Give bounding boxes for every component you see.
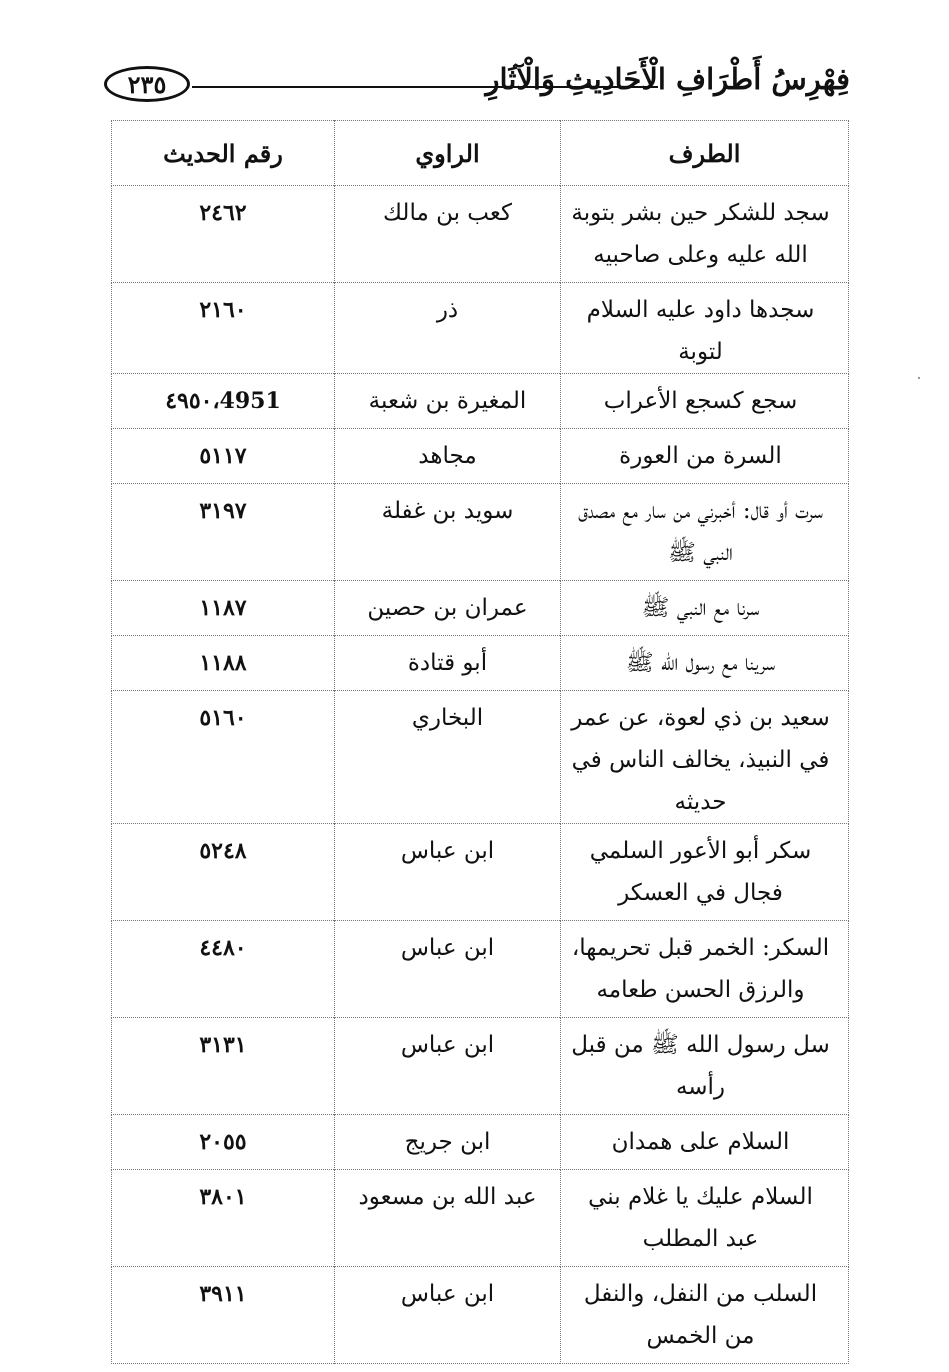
column-header-tarf: الطرف [561, 121, 849, 186]
table-row [112, 581, 849, 636]
rawi-cell: ذر [335, 283, 561, 374]
rawi-cell: ابن عباس [335, 921, 561, 1018]
rawi-cell: كعب بن مالك [335, 186, 561, 283]
tarf-cell: سجد للشكر حين بشر بتوبة الله عليه وعلى صاحبيه [561, 186, 849, 283]
index-table [111, 120, 849, 1364]
hadith-number-cell: ٣١٩٧ [112, 484, 335, 581]
table-row [112, 1267, 849, 1364]
tarf-cell: سرت أو قال: أخبرني من سار مع مصدق النبي ﷺ [561, 484, 849, 581]
table-row [112, 824, 849, 921]
rawi-cell: ابن عباس [335, 1018, 561, 1115]
tarf-cell: السكر: الخمر قبل تحريمها، والرزق الحسن طعامه [561, 921, 849, 1018]
tarf-cell: سعيد بن ذي لعوة، عن عمر في النبيذ، يخالف الناس في حديثه [561, 691, 849, 824]
table-row [112, 691, 849, 824]
table-row [112, 429, 849, 484]
tarf-cell: السلب من النفل، والنفل من الخمس [561, 1267, 849, 1364]
tarf-cell: سجع كسجع الأعراب [561, 374, 849, 429]
table-row [112, 1170, 849, 1267]
rawi-cell: عبد الله بن مسعود [335, 1170, 561, 1267]
table-row [112, 283, 849, 374]
column-header-rawi: الراوي [335, 121, 561, 186]
table-row [112, 186, 849, 283]
hadith-number-cell: ١١٨٨ [112, 636, 335, 691]
tarf-cell: سرينا مع رسول الله ﷺ [561, 636, 849, 691]
page-header [100, 58, 854, 110]
rawi-cell: البخاري [335, 691, 561, 824]
hadith-number-cell: ٣٩١١ [112, 1267, 335, 1364]
table-row [112, 1018, 849, 1115]
table-row [112, 921, 849, 1018]
scan-speck [918, 377, 920, 379]
tarf-cell: سكر أبو الأعور السلمي فجال في العسكر [561, 824, 849, 921]
table-row [112, 636, 849, 691]
hadith-number-cell: ٥١١٧ [112, 429, 335, 484]
hadith-number-cell: ٢٤٦٢ [112, 186, 335, 283]
tarf-cell: سجدها داود عليه السلام لتوبة [561, 283, 849, 374]
rawi-cell: سويد بن غفلة [335, 484, 561, 581]
column-header-num: رقم الحديث [112, 121, 335, 186]
table-row [112, 374, 849, 429]
table-row [112, 484, 849, 581]
hadith-number-cell: ٤٤٨٠ [112, 921, 335, 1018]
hadith-number-cell: ٢١٦٠ [112, 283, 335, 374]
rawi-cell: ابن عباس [335, 824, 561, 921]
table-header-row [112, 121, 849, 186]
rawi-cell: ابن عباس [335, 1267, 561, 1364]
rawi-cell: ابن جريج [335, 1115, 561, 1170]
page-title: فِهْرِسُ أَطْرَافِ الْأَحَادِيثِ وَالْآثَارِ [485, 62, 850, 96]
hadith-number-cell: ٣١٣١ [112, 1018, 335, 1115]
tarf-cell: السلام عليك يا غلام بني عبد المطلب [561, 1170, 849, 1267]
tarf-cell: السلام على همدان [561, 1115, 849, 1170]
hadith-number-cell: ١١٨٧ [112, 581, 335, 636]
rawi-cell: أبو قتادة [335, 636, 561, 691]
hadith-number-cell: ٣٨٠١ [112, 1170, 335, 1267]
table-row [112, 1115, 849, 1170]
tarf-cell: السرة من العورة [561, 429, 849, 484]
rawi-cell: مجاهد [335, 429, 561, 484]
page-number: ٢٣٥ [104, 66, 190, 102]
tarf-cell: سل رسول الله ﷺ من قبل رأسه [561, 1018, 849, 1115]
hadith-number-cell: ٥١٦٠ [112, 691, 335, 824]
hadith-number-cell: ٥٢٤٨ [112, 824, 335, 921]
hadith-number-cell: ٢٠٥٥ [112, 1115, 335, 1170]
rawi-cell: المغيرة بن شعبة [335, 374, 561, 429]
tarf-cell: سرنا مع النبي ﷺ [561, 581, 849, 636]
rawi-cell: عمران بن حصين [335, 581, 561, 636]
hadith-number-cell: ٤٩٥٠،4951 [112, 374, 335, 429]
